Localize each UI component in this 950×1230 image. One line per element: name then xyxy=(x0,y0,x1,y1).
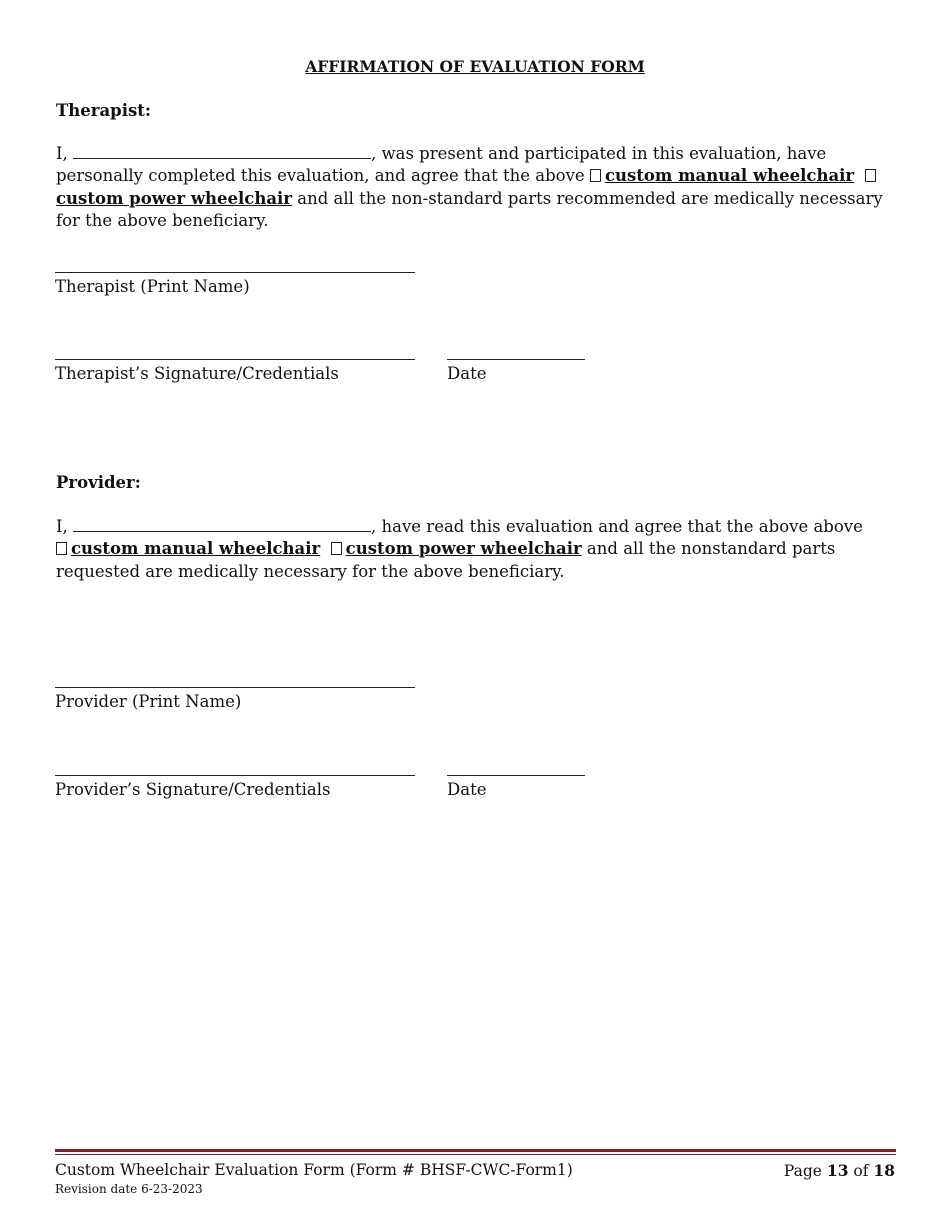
footer-page-total: 18 xyxy=(873,1161,895,1180)
footer-page-number xyxy=(740,1161,895,1180)
footer-rule-thin xyxy=(55,1154,896,1155)
provider-para-mid: , have read this evaluation and agree that the above above xyxy=(371,517,863,536)
form-title: AFFIRMATION OF EVALUATION FORM xyxy=(305,57,645,76)
checkbox-icon[interactable] xyxy=(331,542,342,555)
therapist-date-line[interactable] xyxy=(447,359,585,360)
checkbox-icon[interactable] xyxy=(865,169,876,182)
therapist-affirmation-paragraph xyxy=(56,143,896,232)
therapist-para-start: I, xyxy=(56,144,74,163)
provider-para-start: I, xyxy=(56,517,74,536)
provider-affirmation-paragraph xyxy=(56,516,896,583)
therapist-para-mid: , was present and participated in this evaluation, have personally completed this evaluation, and agree that the above xyxy=(56,144,827,186)
therapist-heading: Therapist: xyxy=(56,101,151,120)
provider-manual-wheelchair-option[interactable] xyxy=(56,539,320,558)
provider-date-label: Date xyxy=(447,780,487,799)
footer-page-word: Page xyxy=(783,1162,827,1180)
provider-power-wheelchair-label: custom power wheelchair xyxy=(345,539,582,559)
therapist-date-label: Date xyxy=(447,364,487,383)
provider-heading: Provider: xyxy=(56,473,141,492)
footer-rule-thick xyxy=(55,1149,896,1152)
therapist-power-wheelchair-label: custom power wheelchair xyxy=(56,188,293,208)
checkbox-icon[interactable] xyxy=(56,542,67,555)
provider-print-name-label: Provider (Print Name) xyxy=(55,692,242,711)
therapist-signature-label: Therapist’s Signature/Credentials xyxy=(55,364,339,383)
therapist-print-name-label: Therapist (Print Name) xyxy=(55,277,250,296)
provider-date-line[interactable] xyxy=(447,775,585,776)
provider-manual-wheelchair-label: custom manual wheelchair xyxy=(71,539,321,559)
checkbox-icon[interactable] xyxy=(590,169,601,182)
therapist-manual-wheelchair-option[interactable] xyxy=(590,166,854,185)
therapist-manual-wheelchair-label: custom manual wheelchair xyxy=(604,166,855,186)
therapist-name-blank[interactable] xyxy=(73,144,371,159)
footer-form-name: Custom Wheelchair Evaluation Form (Form # BHSF-CWC-Form1) xyxy=(55,1161,573,1179)
provider-print-name-line[interactable] xyxy=(55,687,415,688)
provider-power-wheelchair-option[interactable] xyxy=(331,539,582,558)
footer-page-current: 13 xyxy=(826,1161,849,1180)
footer-page-of: of xyxy=(848,1162,874,1180)
therapist-para-end: and all the non-standard parts recommended are medically necessary for the above beneficiary. xyxy=(56,188,883,230)
provider-signature-line[interactable] xyxy=(55,775,415,776)
provider-para-end: and all the nonstandard parts requested are medically necessary for the above beneficiary. xyxy=(56,539,836,581)
footer-revision-date: Revision date 6-23-2023 xyxy=(55,1182,203,1196)
provider-signature-label: Provider’s Signature/Credentials xyxy=(55,780,331,799)
therapist-print-name-line[interactable] xyxy=(55,272,415,273)
provider-name-blank[interactable] xyxy=(73,517,371,532)
therapist-signature-line[interactable] xyxy=(55,359,415,360)
